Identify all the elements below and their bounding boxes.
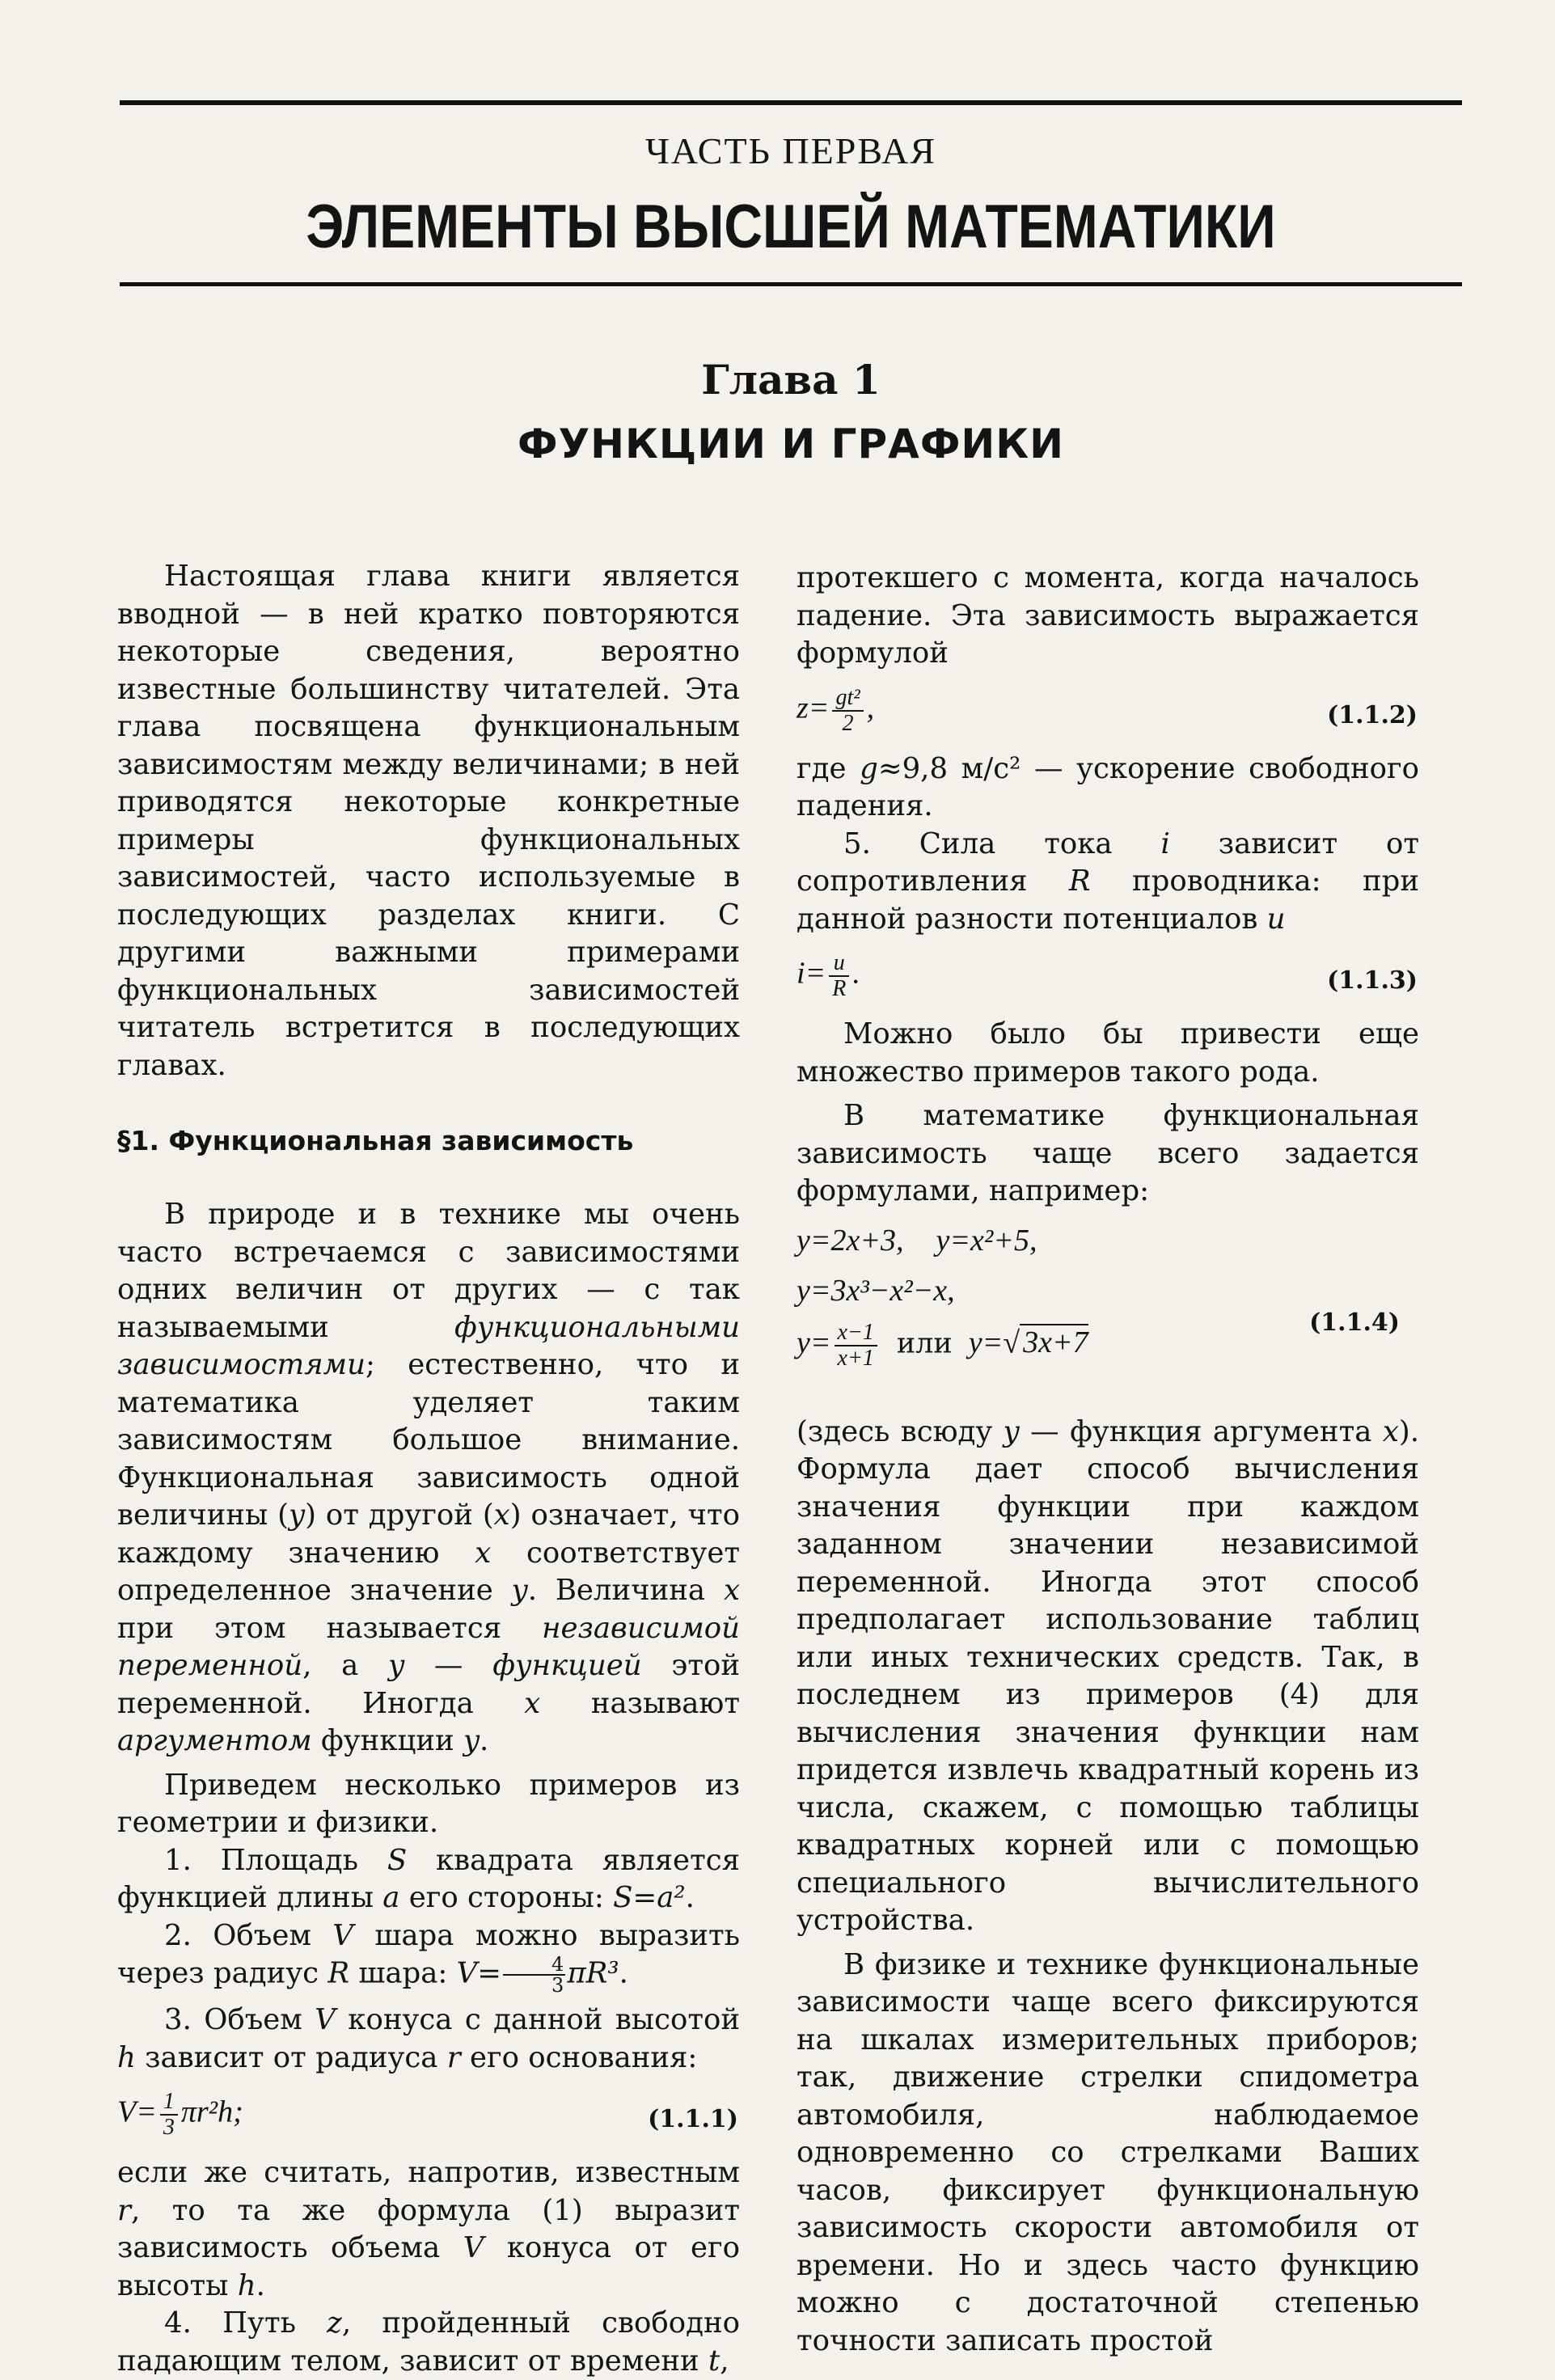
physics-paragraph: В физике и технике функциональные зависимости чаще всего фиксируются на шкалах измерительных приборов; так, движение стрелки спидометра автомобиля, наблюдаемое одновременно со стрелками Ваших часов, фиксирует функциональную зависимость скорости автомобиля от времени. Но и здесь часто функцию можно с достаточной степенью точности записать простой xyxy=(797,1947,1419,2357)
example-4-continuation: протекшего с момента, когда началось падение. Эта зависимость выражается формулой xyxy=(797,561,1419,670)
equation-number: (1.1.3) xyxy=(1327,966,1418,995)
chapter-title: ФУНКЦИИ И ГРАФИКИ xyxy=(518,421,1064,467)
formula-1-1-2: z= $\frac{\text{gt²}}{2}$ , (1.1.2) xyxy=(797,684,1418,736)
more-examples-paragraph: Можно было бы привести еще множество примеров такого рода. xyxy=(797,1017,1419,1089)
intro-paragraph: Настоящая глава книги является вводной — в ней кратко повторяются некоторые сведения, вероятно известные большинству читателей. Эта глава посвящена функциональным зависимостям между величинами; в ней приводятся некоторые конкретные примеры функциональных зависимостей, часто используемые в последующих разделах книги. С другими важными примерами функциональных зависимостей читатель встретится в последующих главах. xyxy=(117,560,740,1082)
formula-system-1-1-4: y=2x+3, y=x²+5, y=3x³−x²−x, y= $\frac{x-1}{x+1}$ или y=√ 3x+7 (1.1.4) xyxy=(797,1223,1400,1371)
formula-1-1-1: V= $\frac{1}{3}$ πr²h; (1.1.1) xyxy=(117,2089,738,2140)
chapter-label: Глава 1 xyxy=(701,356,881,404)
part-label: ЧАСТЬ ПЕРВАЯ xyxy=(644,130,937,171)
top-rule xyxy=(120,100,1462,105)
right-column xyxy=(797,560,1419,2360)
examples-intro: Приведем несколько примеров из геометрии и физики. xyxy=(117,1768,740,1839)
example-1: 1. Площадь S квадрата является функцией длины a его стороны: S=a². xyxy=(117,1843,740,1914)
bottom-rule xyxy=(120,282,1462,286)
gravity-note: где g≈9,8 м/с² — ускорение свободного падения. xyxy=(797,751,1419,822)
equation-number: (1.1.2) xyxy=(1327,700,1418,729)
example-3: 3. Объем V конуса с данной высотой h зависит от радиуса r его основания: xyxy=(117,2003,740,2074)
section-heading: §1. Функциональная зависимость xyxy=(117,1125,634,1156)
formula-1-1-3: i= $\frac{u}{R}$ . (1.1.3) xyxy=(797,950,1418,1001)
example-4: 4. Путь z, пройденный свободно падающим телом, зависит от времени t, xyxy=(117,2306,740,2378)
definition-paragraph: В природе и в технике мы очень часто встречаемся с зависимостями одних величин от других — с так называемыми функциональными зависимостями; естественно, что и математика уделяет таким зависимостям большое внимание. Функциональная зависимость одной величины (y) от другой (x) означает, что каждому значению x соответствует определенное значение y. Величина x при этом называется независимой переменной, а y — функцией этой переменной. Иногда x называют аргументом функции y. xyxy=(117,1198,741,1757)
equation-number: (1.1.4) xyxy=(1309,1308,1400,1337)
formula-1-comment: если же считать, напротив, известным r, то та же формула (1) выразит зависимость объема V конуса от его высоты h. xyxy=(117,2156,740,2302)
fraction: $\frac{4}{3}$ xyxy=(503,1955,565,1995)
equation-number: (1.1.1) xyxy=(648,2105,738,2133)
left-column xyxy=(117,558,740,2380)
part-title: ЭЛЕМЕНТЫ ВЫСШЕЙ МАТЕМАТИКИ xyxy=(306,192,1276,261)
math-formulas-paragraph: В математике функциональная зависимость чаще всего задается формулами, например: xyxy=(797,1099,1419,1207)
example-2: 2. Объем V шара можно выразить через радиус R шара: V= $\frac{4}{3}$ πR³. xyxy=(117,1918,741,1997)
example-5: 5. Сила тока i зависит от сопротивления R проводника: при данной разности потенциалов u xyxy=(797,826,1419,936)
formula-explanation: (здесь всюду y — функция аргумента x). Формула дает способ вычисления значения функции при каждом заданном значении независимой переменной. Иногда этот способ предполагает использование таблиц или иных технических средств. Так, в последнем из примеров (4) для вычисления значения функции нам придется извлечь квадратный корень из числа, скажем, с помощью таблицы квадратных корней или с помощью специального вычислительного устройства. xyxy=(797,1414,1419,1937)
